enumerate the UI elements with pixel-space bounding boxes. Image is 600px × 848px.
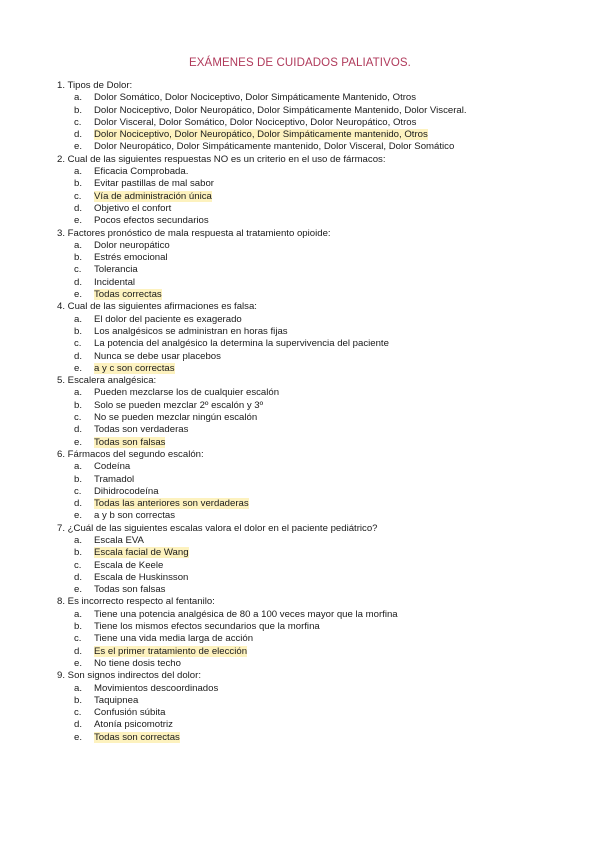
option-letter: d. — [74, 571, 83, 583]
option-text: Escala de Huskinsson — [94, 571, 189, 583]
question-7-option-a — [57, 535, 577, 547]
question-8-option-a — [57, 609, 577, 621]
question-7: 7. ¿Cuál de las siguientes escalas valora el dolor en el paciente pediátrico? — [57, 522, 378, 534]
option-text: Evitar pastillas de mal sabor — [94, 178, 214, 190]
question-6-option-b — [57, 474, 577, 486]
option-text: Codeína — [94, 461, 131, 473]
question-7-option-c — [57, 560, 577, 572]
option-letter: b. — [74, 325, 83, 337]
option-text: Dolor Somático, Dolor Nociceptivo, Dolor Simpáticamente Mantenido, Otros — [94, 92, 417, 104]
question-2-option-a — [57, 166, 577, 178]
option-text: Tiene los mismos efectos secundarios que la morfina — [94, 621, 320, 633]
question-6: 6. Fármacos del segundo escalón: — [57, 448, 204, 460]
highlighted-answer: Es el primer tratamiento de elección — [94, 645, 248, 657]
question-2-option-b — [57, 178, 577, 190]
question-7-option-e — [57, 584, 577, 596]
question-8-option-c — [57, 633, 577, 645]
question-9-option-d — [57, 719, 577, 731]
highlighted-answer: Todas son falsas — [94, 436, 166, 448]
option-letter: e. — [74, 584, 83, 596]
option-letter: a. — [74, 534, 83, 546]
question-list — [57, 80, 577, 744]
option-text: Dolor neuropático — [94, 239, 170, 251]
highlighted-answer: a y c son correctas — [94, 362, 175, 374]
question-3-option-a — [57, 240, 577, 252]
option-text: Atonía psicomotriz — [94, 719, 173, 731]
option-text: No tiene dosis techo — [94, 657, 181, 669]
highlighted-answer: Todas son correctas — [94, 731, 180, 743]
question-1-option-b — [57, 105, 577, 117]
option-letter: a. — [74, 608, 83, 620]
option-text: Nunca se debe usar placebos — [94, 350, 221, 362]
question-1-option-c — [57, 117, 577, 129]
option-text: Confusión súbita — [94, 707, 166, 719]
question-4-option-d — [57, 351, 577, 363]
option-letter: c. — [74, 707, 82, 719]
option-text: Tramadol — [94, 473, 135, 485]
option-letter: b. — [74, 178, 83, 190]
question-5-option-a — [57, 387, 577, 399]
question-4-option-e — [57, 363, 577, 375]
option-letter: e. — [74, 215, 83, 227]
option-text: Dolor Nociceptivo, Dolor Neuropático, Dolor Simpáticamente Mantenido, Dolor Visceral. — [94, 104, 467, 116]
question-1-option-e — [57, 141, 577, 153]
question-5-option-b — [57, 400, 577, 412]
option-letter: b. — [74, 694, 83, 706]
question-5: 5. Escalera analgésica: — [57, 375, 157, 387]
option-text: Tolerancia — [94, 264, 138, 276]
option-text: Pocos efectos secundarios — [94, 215, 209, 227]
question-8-option-b — [57, 621, 577, 633]
option-letter: d. — [74, 498, 83, 510]
option-text: Escala de Keele — [94, 559, 164, 571]
question-4-option-c — [57, 338, 577, 350]
question-1: 1. Tipos de Dolor: — [57, 80, 133, 91]
question-3-option-d — [57, 277, 577, 289]
option-text: La potencia del analgésico la determina la supervivencia del paciente — [94, 338, 389, 350]
option-letter: a. — [74, 313, 83, 325]
question-6-option-a — [57, 461, 577, 473]
option-text: Eficacia Comprobada. — [94, 166, 189, 178]
question-1-option-d — [57, 129, 577, 141]
option-letter: c. — [74, 338, 82, 350]
option-letter: d. — [74, 202, 83, 214]
option-letter: d. — [74, 424, 83, 436]
option-text: Dolor Visceral, Dolor Somático, Dolor Nociceptivo, Dolor Neuropático, Otros — [94, 116, 417, 128]
option-letter: c. — [74, 190, 82, 202]
option-letter: b. — [74, 252, 83, 264]
question-8-option-d — [57, 646, 577, 658]
option-text: No se pueden mezclar ningún escalón — [94, 412, 258, 424]
highlighted-answer: Todas las anteriores son verdaderas — [94, 498, 249, 510]
question-9-option-e — [57, 732, 577, 744]
question-2: 2. Cual de las siguientes respuestas NO es un criterio en el uso de fármacos: — [57, 153, 386, 165]
question-9: 9. Son signos indirectos del dolor: — [57, 670, 201, 682]
option-text: Tiene una potencia analgésica de 80 a 100 veces mayor que la morfina — [94, 608, 398, 620]
question-3-option-c — [57, 264, 577, 276]
question-3: 3. Factores pronóstico de mala respuesta al tratamiento opioide: — [57, 227, 331, 239]
option-letter: e. — [74, 362, 83, 374]
question-2-option-c — [57, 191, 577, 203]
option-letter: d. — [74, 645, 83, 657]
option-letter: c. — [74, 264, 82, 276]
question-6-option-e — [57, 510, 577, 522]
option-letter: b. — [74, 399, 83, 411]
option-letter: a. — [74, 92, 83, 104]
option-text: Todas son falsas — [94, 584, 166, 596]
question-6-option-c — [57, 486, 577, 498]
option-text: Taquipnea — [94, 694, 139, 706]
option-letter: b. — [74, 104, 83, 116]
option-letter: e. — [74, 436, 83, 448]
option-letter: c. — [74, 559, 82, 571]
question-3-option-b — [57, 252, 577, 264]
option-text: El dolor del paciente es exagerado — [94, 313, 242, 325]
option-letter: e. — [74, 141, 83, 153]
option-text: Objetivo el confort — [94, 202, 172, 214]
option-text: Pueden mezclarse los de cualquier escalón — [94, 387, 280, 399]
option-letter: a. — [74, 239, 83, 251]
highlighted-answer: Escala facial de Wang — [94, 547, 189, 559]
option-text: Solo se pueden mezclar 2º escalón y 3º — [94, 399, 264, 411]
question-9-option-b — [57, 695, 577, 707]
option-letter: e. — [74, 657, 83, 669]
option-text: Dihidrocodeína — [94, 485, 159, 497]
option-letter: a. — [74, 387, 83, 399]
option-letter: d. — [74, 350, 83, 362]
option-text: Dolor Neuropático, Dolor Simpáticamente mantenido, Dolor Visceral, Dolor Somático — [94, 141, 455, 153]
option-text: Escala EVA — [94, 534, 144, 546]
option-letter: b. — [74, 547, 83, 559]
question-8-option-e — [57, 658, 577, 670]
question-4-option-b — [57, 326, 577, 338]
option-letter: c. — [74, 633, 82, 645]
option-letter: e. — [74, 731, 83, 743]
option-letter: a. — [74, 461, 83, 473]
option-letter: a. — [74, 682, 83, 694]
option-letter: c. — [74, 485, 82, 497]
question-9-option-c — [57, 707, 577, 719]
question-5-option-d — [57, 424, 577, 436]
page-title: EXÁMENES DE CUIDADOS PALIATIVOS. — [189, 57, 411, 69]
option-text: Incidental — [94, 276, 136, 288]
question-3-option-e — [57, 289, 577, 301]
option-letter: e. — [74, 289, 83, 301]
question-2-option-d — [57, 203, 577, 215]
highlighted-answer: Todas correctas — [94, 289, 162, 301]
highlighted-answer: Vía de administración única — [94, 190, 212, 202]
option-letter: d. — [74, 276, 83, 288]
option-text: a y b son correctas — [94, 510, 176, 522]
question-6-option-d — [57, 498, 577, 510]
highlighted-answer: Dolor Nociceptivo, Dolor Neuropático, Dolor Simpáticamente mantenido, Otros — [94, 129, 428, 141]
option-letter: b. — [74, 473, 83, 485]
question-8: 8. Es incorrecto respecto al fentanilo: — [57, 596, 215, 608]
option-letter: a. — [74, 166, 83, 178]
option-letter: e. — [74, 510, 83, 522]
option-text: Tiene una vida media larga de acción — [94, 633, 254, 645]
question-1-option-a — [57, 92, 577, 104]
question-4-option-a — [57, 314, 577, 326]
option-letter: d. — [74, 129, 83, 141]
option-letter: c. — [74, 116, 82, 128]
option-letter: c. — [74, 412, 82, 424]
option-letter: d. — [74, 719, 83, 731]
question-7-option-d — [57, 572, 577, 584]
option-text: Los analgésicos se administran en horas fijas — [94, 325, 288, 337]
question-5-option-e — [57, 437, 577, 449]
question-4: 4. Cual de las siguientes afirmaciones es falsa: — [57, 301, 257, 313]
question-9-option-a — [57, 683, 577, 695]
option-text: Todas son verdaderas — [94, 424, 189, 436]
question-5-option-c — [57, 412, 577, 424]
option-text: Estrés emocional — [94, 252, 168, 264]
question-7-option-b — [57, 547, 577, 559]
question-2-option-e — [57, 215, 577, 227]
option-text: Movimientos descoordinados — [94, 682, 219, 694]
option-letter: b. — [74, 621, 83, 633]
